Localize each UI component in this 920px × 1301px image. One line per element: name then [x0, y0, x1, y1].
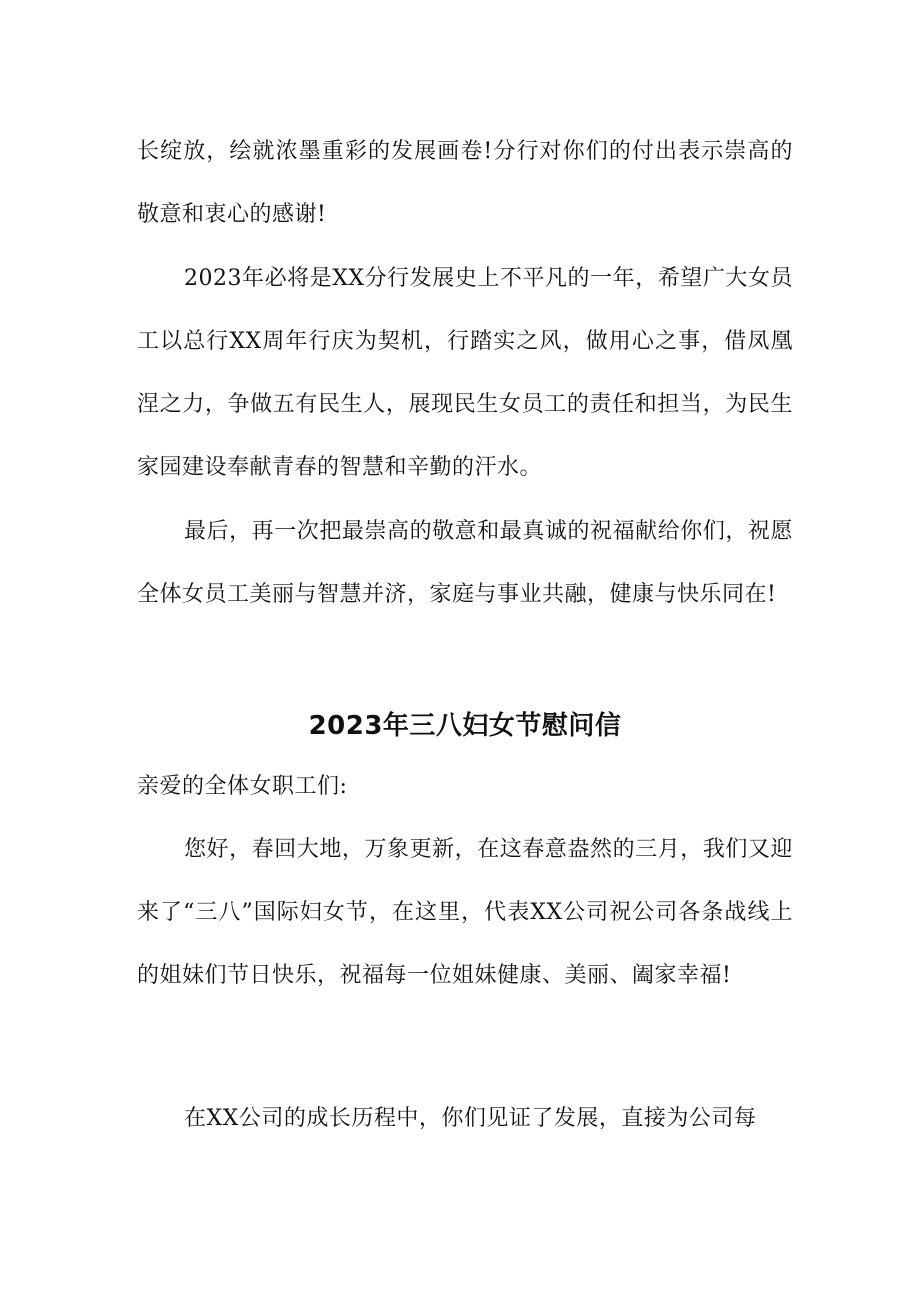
letter-title: 2023年三八妇女节慰问信: [308, 711, 622, 741]
paragraph-2023-outlook: 2023年必将是XX分行发展史上不平凡的一年，希望广大女员工以总行XX周年行庆为契机，行踏实之风，做用心之事，借凤凰涅之力，争做五有民生人，展现民生女员工的责任和担当，为民生家园建设奉献青春的智慧和辛勤的汗水。: [137, 266, 793, 480]
paragraph-closing-wishes: 最后，再一次把最崇高的敬意和最真诚的祝福献给你们，祝愿全体女员工美丽与智慧并济，家庭与事业共融，健康与快乐同在!: [137, 519, 793, 607]
paragraph-continuation: 长绽放，绘就浓墨重彩的发展画卷!分行对你们的付出表示崇高的敬意和衷心的感谢!: [137, 139, 793, 227]
salutation: 亲爱的全体女职工们:: [137, 774, 348, 799]
paragraph-greeting: 您好，春回大地，万象更新，在这春意盎然的三月，我们又迎来了“三八”国际妇女节，在这里，代表XX公司祝公司各条战线上的姐妹们节日快乐，祝福每一位姐妹健康、美丽、阖家幸福!: [137, 837, 793, 988]
paragraph-company-history: 在XX公司的成长历程中，你们见证了发展，直接为公司每: [184, 1106, 757, 1131]
